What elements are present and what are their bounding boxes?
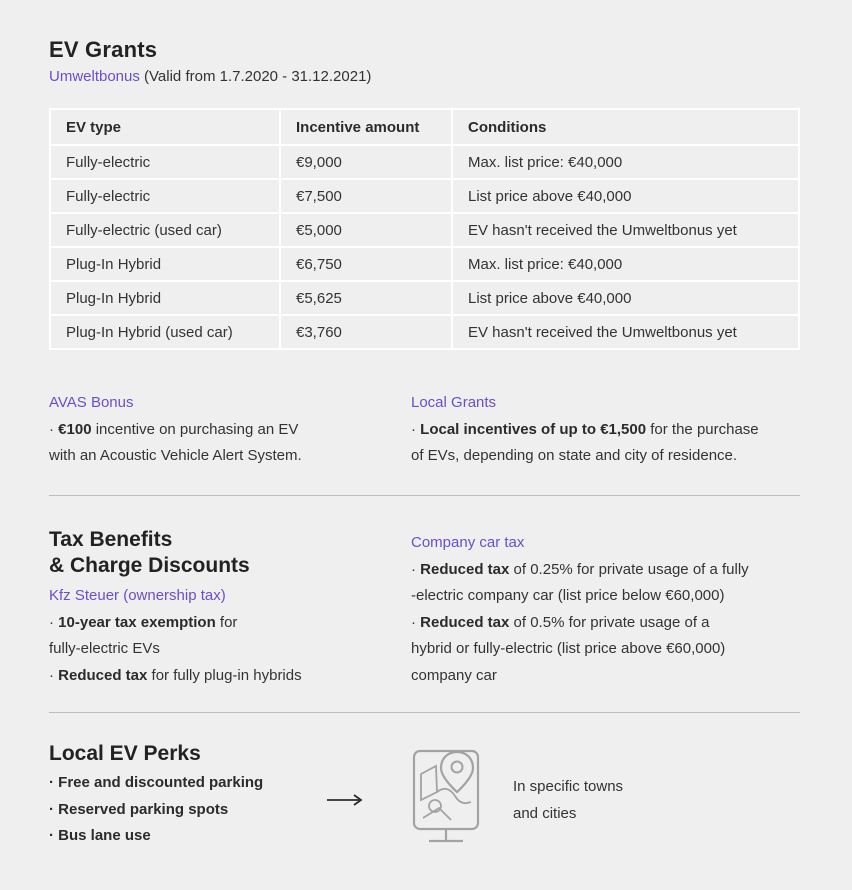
local-grants-line1: [411, 417, 800, 444]
tax-item1-line1: [49, 610, 389, 637]
ev-grants-table: [49, 108, 800, 350]
local-ev-perks-title: Local EV Perks: [49, 742, 201, 765]
local-grants-section: [411, 390, 800, 470]
cell-incentive: €5,000: [280, 213, 452, 247]
umweltbonus-label: Umweltbonus: [49, 68, 140, 85]
cell-conditions: Max. list price: €40,000: [452, 247, 799, 281]
local-grants-amount: Local incentives of up to €1,500: [420, 420, 647, 438]
section-divider: [49, 712, 800, 713]
avas-bonus-text: incentive on purchasing an EV: [91, 420, 299, 438]
company-item2-line3: company car: [411, 666, 497, 684]
tax-item1-line2: fully-electric EVs: [49, 640, 160, 657]
table-row: [50, 145, 799, 179]
cell-incentive: €5,625: [280, 281, 452, 315]
cell-conditions: Max. list price: €40,000: [452, 145, 799, 179]
company-item1-line1: [411, 557, 800, 584]
tax-item2: [49, 663, 389, 690]
tax-title-line1: Tax Benefits: [49, 528, 173, 551]
cell-conditions: List price above €40,000: [452, 179, 799, 213]
list-item: · Bus lane use: [49, 827, 151, 844]
perks-list: [49, 770, 309, 850]
avas-bonus-line2: with an Acoustic Vehicle Alert System.: [49, 447, 302, 464]
company-item2-bold: Reduced tax: [420, 613, 510, 631]
validity-period: (Valid from 1.7.2020 - 31.12.2021): [139, 68, 372, 85]
perks-note-line1: In specific towns: [513, 778, 624, 795]
bullet: ·: [49, 666, 59, 684]
kfz-steuer-label: Kfz Steuer (ownership tax): [49, 587, 226, 604]
company-item2-line1: [411, 610, 800, 637]
right-arrow-icon: [327, 793, 363, 807]
cell-ev-type: Plug-In Hybrid (used car): [50, 315, 280, 349]
bullet: ·: [411, 613, 421, 631]
cell-incentive: €6,750: [280, 247, 452, 281]
local-grants-text: for the purchase: [646, 420, 759, 438]
local-grants-label: Local Grants: [411, 394, 497, 411]
kfz-steuer-section: [49, 583, 389, 689]
cell-ev-type: Plug-In Hybrid: [50, 281, 280, 315]
list-item: · Free and discounted parking: [49, 774, 264, 791]
tax-title-line2: & Charge Discounts: [49, 554, 250, 577]
cell-incentive: €9,000: [280, 145, 452, 179]
perks-note: [513, 774, 713, 827]
cell-conditions: EV hasn't received the Umweltbonus yet: [452, 213, 799, 247]
bullet: ·: [49, 420, 59, 438]
cell-conditions: List price above €40,000: [452, 281, 799, 315]
cell-ev-type: Fully-electric (used car): [50, 213, 280, 247]
cell-incentive: €7,500: [280, 179, 452, 213]
company-item1-text: of 0.25% for private usage of a fully: [509, 560, 749, 578]
header-incentive-amount: Incentive amount: [280, 109, 452, 145]
cell-incentive: €3,760: [280, 315, 452, 349]
bullet: ·: [411, 560, 421, 578]
tax-item1-text: for: [215, 613, 238, 631]
company-item1-line2: -electric company car (list price below €60,000): [411, 587, 725, 604]
table-row: [50, 179, 799, 213]
table-header-row: [50, 109, 799, 145]
company-item2-text: of 0.5% for private usage of a: [509, 613, 710, 631]
tax-benefits-title: [49, 527, 250, 579]
cell-conditions: EV hasn't received the Umweltbonus yet: [452, 315, 799, 349]
list-item: · Reserved parking spots: [49, 800, 229, 818]
company-item2-line2: hybrid or fully-electric (list price above €60,000): [411, 640, 726, 657]
bullet: ·: [411, 420, 421, 438]
table-row: [50, 247, 799, 281]
map-pin-icon: [411, 744, 481, 848]
table-row: [50, 315, 799, 349]
company-car-tax-label: Company car tax: [411, 534, 525, 551]
local-grants-line2: of EVs, depending on state and city of residence.: [411, 447, 738, 464]
table-row: [50, 213, 799, 247]
avas-bonus-amount: €100: [58, 420, 92, 438]
ev-grants-subtitle: [49, 68, 371, 85]
perks-note-line2: and cities: [513, 804, 577, 822]
ev-incentives-page: [49, 0, 800, 890]
avas-bonus-section: [49, 390, 389, 470]
avas-bonus-line1: [49, 417, 389, 444]
cell-ev-type: Fully-electric: [50, 145, 280, 179]
section-divider: [49, 495, 800, 496]
tax-item2-text: for fully plug-in hybrids: [147, 666, 302, 684]
company-item1-bold: Reduced tax: [420, 560, 510, 578]
avas-bonus-label: AVAS Bonus: [49, 394, 134, 411]
company-car-tax-section: [411, 530, 800, 689]
cell-ev-type: Fully-electric: [50, 179, 280, 213]
bullet: ·: [49, 613, 59, 631]
table-row: [50, 281, 799, 315]
reduced-tax-bold: Reduced tax: [58, 666, 148, 684]
cell-ev-type: Plug-In Hybrid: [50, 247, 280, 281]
header-conditions: Conditions: [452, 109, 799, 145]
header-ev-type: EV type: [50, 109, 280, 145]
tax-exemption-bold: 10-year tax exemption: [58, 613, 216, 631]
ev-grants-title: EV Grants: [49, 37, 158, 62]
